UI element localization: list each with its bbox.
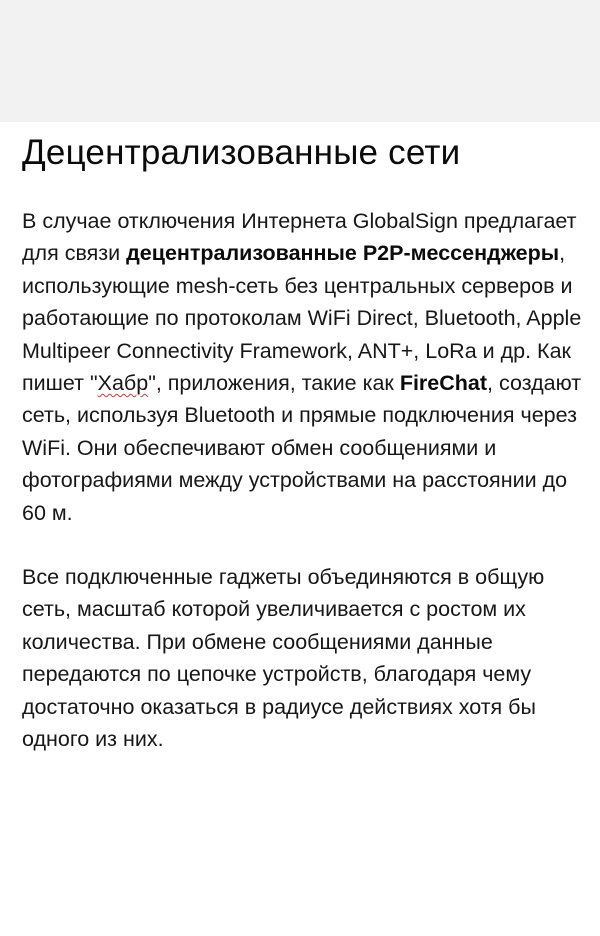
paragraph-1-text-3: ", приложения, такие как [148,371,400,396]
top-blank-area [0,0,600,122]
paragraph-1-text-2: , использующие mesh-сеть без центральных серверов и работающие по протоколам WiFi Direct, Bluetooth, Apple Multipeer Connectivity Framework, ANT+, LoRa и др. Как пишет " [22,241,582,396]
paragraph-1-text-4: , создают сеть, используя Bluetooth и прямые подключения через WiFi. Они обеспечивают обмен сообщениями и фотографиями между устройствами на расстоянии до 60 м. [22,371,582,525]
article-title: Децентрализованные сети [22,133,461,172]
paragraph-1-text-1: В случае отключения Интернета GlobalSign предлагает для связи [22,209,577,266]
paragraph-1-bold-firechat: FireChat [399,371,488,396]
paragraph-1-bold-1: децентрализованные P2P-мессенджеры [126,241,560,266]
habr-source-word: Хабр [97,371,149,396]
article-paragraph-1 [22,205,582,529]
article [22,122,582,756]
article-paragraph-2: Все подключенные гаджеты объединяются в общую сеть, масштаб которой увеличивается с ростом их количества. При обмене сообщениями данные передаются по цепочке устройств, благодаря чему достаточно оказаться в радиусе действиях хотя бы одного из них. [22,565,545,752]
